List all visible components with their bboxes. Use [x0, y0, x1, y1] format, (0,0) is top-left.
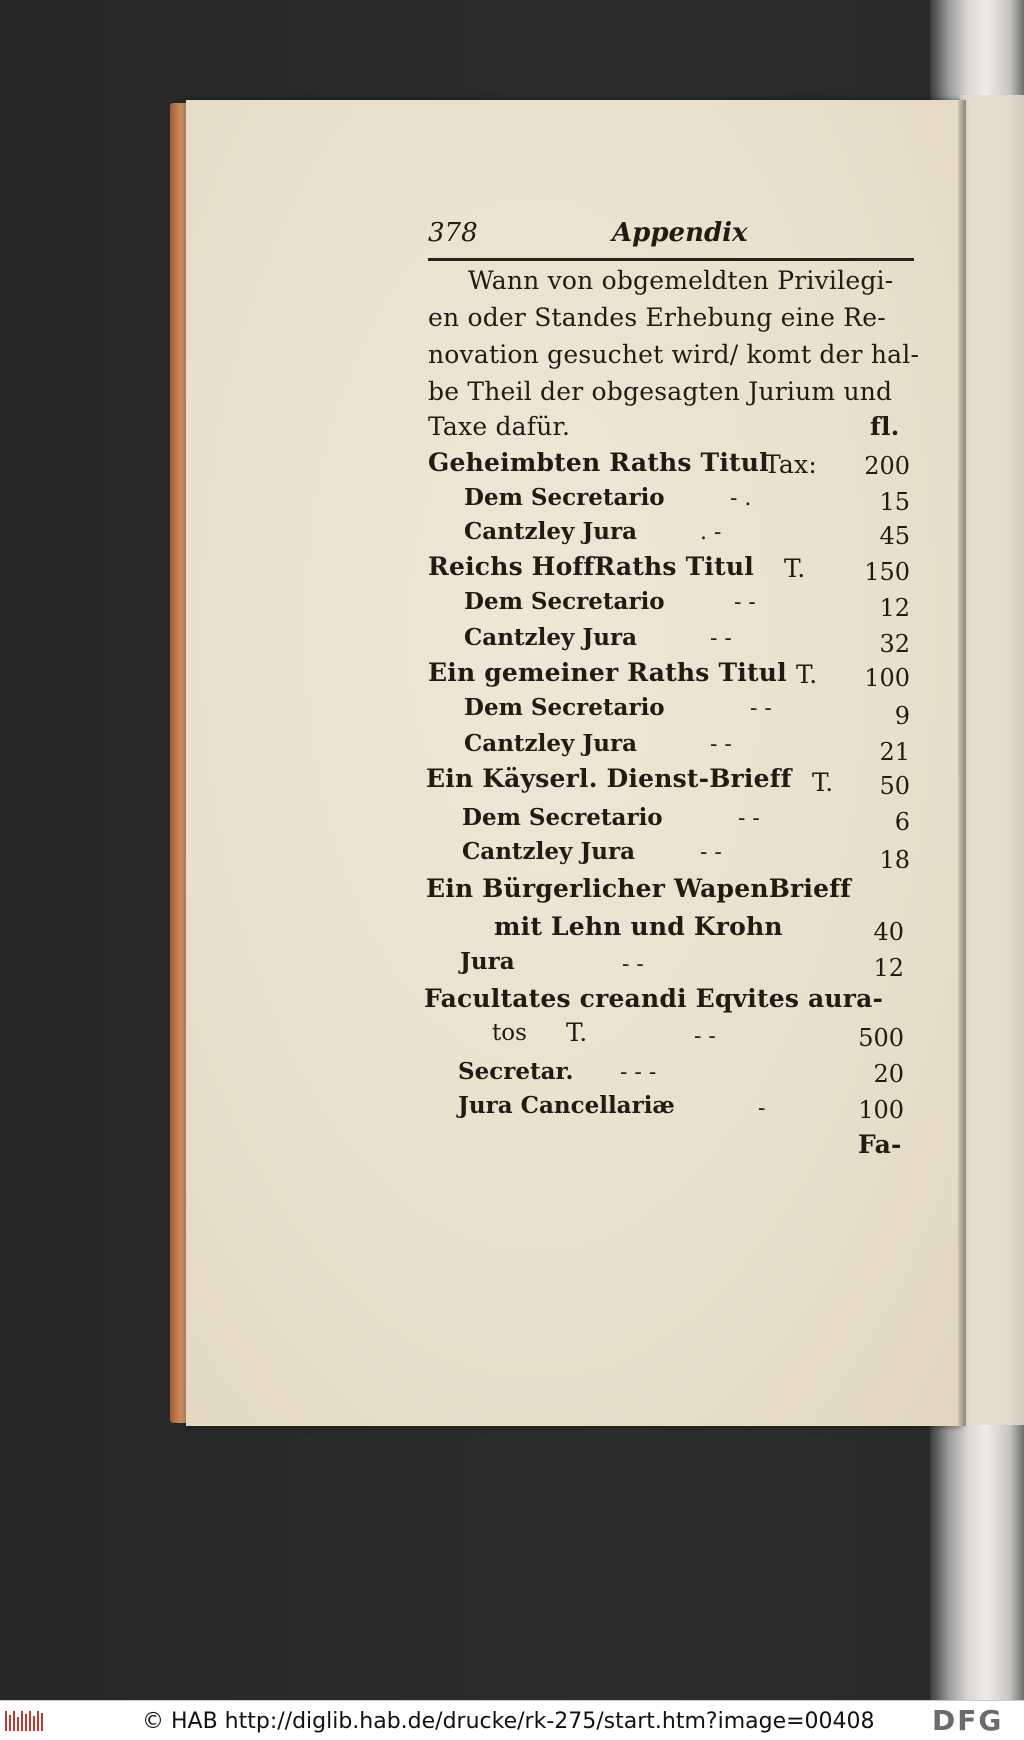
- entry-value: 15: [879, 488, 910, 516]
- facultates-line-2: tos: [492, 1020, 527, 1046]
- intro-line-4: be Theil der obgesagten Jurium und: [428, 377, 893, 406]
- facultates-mark: T.: [566, 1018, 588, 1047]
- entry-value: 12: [879, 594, 910, 622]
- intro-line-3: novation gesuchet wird/ komt der hal-: [428, 340, 920, 369]
- entry-label: Reichs HoffRaths Titul: [428, 552, 754, 581]
- entry-dashes: - -: [710, 732, 732, 757]
- entry-label: Ein Käyserl. Dienst-Brieff: [426, 764, 792, 793]
- viewer-footer: [0, 1700, 1024, 1740]
- facultates-value: 500: [858, 1024, 904, 1052]
- header-rule: [428, 258, 914, 261]
- entry-label: Cantzley Jura: [464, 518, 637, 545]
- entry-value: 18: [879, 846, 910, 874]
- catchword: Fa-: [858, 1130, 902, 1159]
- intro-line-1: Wann von obgemeldten Privilegi-: [468, 266, 894, 295]
- secretar-dashes: - - -: [620, 1060, 657, 1085]
- jura-cancellariae-value: 100: [858, 1096, 904, 1124]
- entry-value: 32: [879, 630, 910, 658]
- wappen-line-2: mit Lehn und Krohn: [494, 912, 783, 941]
- entry-value: 200: [864, 452, 910, 480]
- dfg-logo: DFG: [932, 1704, 1004, 1737]
- entry-mark: T.: [796, 660, 818, 689]
- page-number: 378: [428, 218, 478, 248]
- wappen-jura-value: 12: [873, 954, 904, 982]
- hab-logo-icon: [4, 1709, 44, 1733]
- jura-cancellariae-label: Jura Cancellariæ: [458, 1092, 675, 1119]
- entry-dashes: - -: [710, 626, 732, 651]
- adjacent-page: [960, 95, 1024, 1425]
- entry-value: 9: [894, 702, 910, 730]
- entry-label: Dem Secretario: [462, 804, 663, 831]
- copyright-link[interactable]: © HAB http://diglib.hab.de/drucke/rk-275/start.htm?image=00408: [142, 1709, 875, 1734]
- entry-mark: T.: [812, 768, 834, 797]
- entry-value: 100: [864, 664, 910, 692]
- wappen-jura-label: Jura: [460, 948, 515, 975]
- currency-label: fl.: [870, 412, 900, 441]
- entry-value: 150: [864, 558, 910, 586]
- entry-dashes: - -: [738, 806, 760, 831]
- entry-label: Cantzley Jura: [462, 838, 635, 865]
- entry-label: Dem Secretario: [464, 588, 665, 615]
- wappen-line-1: Ein Bürgerlicher WapenBrieff: [426, 874, 852, 903]
- entry-dashes: - -: [700, 840, 722, 865]
- entry-value: 21: [879, 738, 910, 766]
- intro-line-5: Taxe dafür.: [428, 412, 571, 441]
- entry-value: 50: [879, 772, 910, 800]
- entry-mark: T.: [784, 554, 806, 583]
- entry-label: Cantzley Jura: [464, 624, 637, 651]
- wappen-jura-dashes: - -: [622, 952, 644, 977]
- running-header: Appendix: [612, 218, 748, 248]
- intro-line-2: en oder Standes Erhebung eine Re-: [428, 303, 886, 332]
- entry-label: Dem Secretario: [464, 484, 665, 511]
- entry-mark: Tax:: [764, 450, 817, 479]
- entry-dashes: - -: [734, 590, 756, 615]
- page-gutter: [958, 100, 966, 1426]
- entry-label: Cantzley Jura: [464, 730, 637, 757]
- wappen-value: 40: [873, 918, 904, 946]
- entry-dashes: . -: [700, 520, 722, 545]
- entry-dashes: - .: [730, 486, 752, 511]
- entry-label: Geheimbten Raths Titul: [428, 448, 769, 477]
- secretar-value: 20: [873, 1060, 904, 1088]
- secretar-label: Secretar.: [458, 1058, 574, 1085]
- entry-dashes: - -: [750, 696, 772, 721]
- jura-cancellariae-dashes: -: [758, 1096, 766, 1121]
- facultates-dashes: - -: [694, 1024, 716, 1049]
- facultates-line-1: Facultates creandi Eqvites aura-: [424, 984, 884, 1013]
- entry-value: 45: [879, 522, 910, 550]
- entry-value: 6: [894, 808, 910, 836]
- entry-label: Dem Secretario: [464, 694, 665, 721]
- entry-label: Ein gemeiner Raths Titul: [428, 658, 787, 687]
